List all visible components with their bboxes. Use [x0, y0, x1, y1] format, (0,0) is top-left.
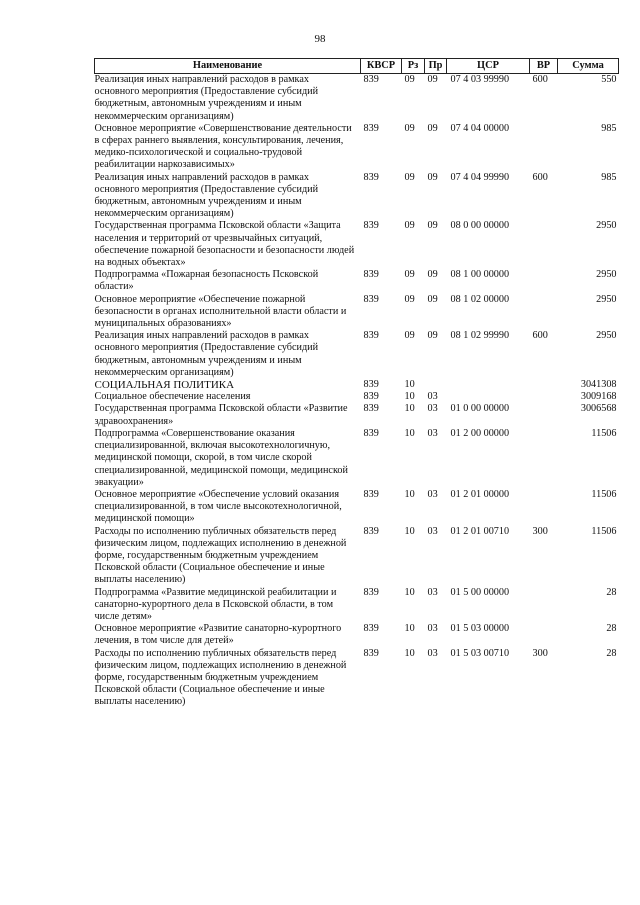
cell-pr: 09 — [427, 220, 438, 232]
cell-csr: 01 2 01 00000 — [450, 488, 510, 500]
cell-name: Социальное обеспечение населения — [94, 391, 251, 403]
table-row — [95, 379, 619, 391]
cell-kvsr: 839 — [363, 293, 379, 305]
cell-name: Основное мероприятие «Совершенствование деятельности в сферах раннего выявления, консультирования, лечения, медико-психологической и социально-трудовой реабилитации наркозависимых» — [94, 122, 352, 171]
cell-kvsr: 839 — [363, 171, 379, 183]
cell-sum: 2950 — [596, 330, 617, 342]
cell-kvsr: 839 — [363, 623, 379, 635]
cell-csr: 01 2 00 00000 — [450, 427, 510, 439]
cell-rz: 09 — [404, 220, 415, 232]
table-row — [95, 294, 619, 331]
cell-sum: 28 — [606, 647, 617, 659]
budget-table — [94, 58, 619, 709]
cell-kvsr: 839 — [363, 379, 379, 391]
cell-csr: 07 4 04 00000 — [450, 122, 510, 134]
cell-sum: 2950 — [596, 269, 617, 281]
cell-kvsr: 839 — [363, 330, 379, 342]
cell-sum: 3006568 — [580, 403, 617, 415]
cell-vr — [530, 220, 558, 269]
cell-kvsr: 839 — [363, 403, 379, 415]
header-vr: ВР — [530, 59, 558, 74]
cell-sum: 2950 — [596, 293, 617, 305]
cell-kvsr: 839 — [363, 220, 379, 232]
cell-vr: 600 — [532, 330, 548, 342]
cell-csr: 08 0 00 00000 — [450, 220, 510, 232]
table-row — [95, 623, 619, 647]
cell-pr: 03 — [427, 391, 438, 403]
cell-rz: 10 — [404, 391, 415, 403]
cell-csr: 01 5 03 00710 — [450, 647, 510, 659]
cell-name: Государственная программа Псковской области «Развитие здравоохранения» — [94, 403, 348, 427]
cell-csr: 01 2 01 00710 — [450, 525, 510, 537]
table-row — [95, 330, 619, 379]
cell-vr: 300 — [532, 525, 548, 537]
cell-pr: 03 — [427, 525, 438, 537]
cell-csr — [447, 391, 530, 403]
cell-rz: 10 — [404, 488, 415, 500]
cell-pr: 03 — [427, 647, 438, 659]
cell-pr: 09 — [427, 74, 438, 85]
cell-sum: 2950 — [596, 220, 617, 232]
cell-csr: 01 0 00 00000 — [450, 403, 510, 415]
header-rz: Рз — [402, 59, 425, 74]
cell-kvsr: 839 — [363, 391, 379, 403]
cell-vr — [530, 403, 558, 427]
cell-csr: 08 1 02 00000 — [450, 293, 510, 305]
cell-pr — [425, 379, 447, 391]
table-row — [95, 489, 619, 526]
cell-rz: 10 — [404, 403, 415, 415]
cell-rz: 10 — [404, 647, 415, 659]
cell-rz: 09 — [404, 330, 415, 342]
cell-sum: 28 — [606, 586, 617, 598]
table-row — [95, 428, 619, 489]
cell-pr: 09 — [427, 293, 438, 305]
cell-rz: 10 — [404, 379, 415, 391]
cell-vr — [530, 391, 558, 403]
table-row — [95, 74, 619, 123]
cell-rz: 09 — [404, 269, 415, 281]
cell-rz: 09 — [404, 74, 415, 85]
cell-vr — [530, 123, 558, 172]
cell-pr: 03 — [427, 623, 438, 635]
cell-kvsr: 839 — [363, 488, 379, 500]
cell-kvsr: 839 — [363, 427, 379, 439]
table-row — [95, 587, 619, 624]
cell-sum: 550 — [601, 74, 617, 85]
table-row — [95, 391, 619, 403]
table-row — [95, 123, 619, 172]
header-kvsr: КВСР — [361, 59, 402, 74]
cell-name: Основное мероприятие «Обеспечение условий оказания специализированной, в том числе высокотехнологичной, медицинской помощи» — [94, 488, 342, 525]
header-sum: Сумма — [558, 59, 619, 74]
table-row — [95, 403, 619, 427]
cell-rz: 09 — [404, 171, 415, 183]
cell-sum: 985 — [601, 122, 617, 134]
cell-rz: 10 — [404, 427, 415, 439]
cell-name: Государственная программа Псковской области «Защита населения и территорий от чрезвычайных ситуаций, обеспечение пожарной безопасности и безопасности людей на водных объектах» — [94, 220, 355, 269]
cell-rz: 10 — [404, 586, 415, 598]
cell-name: Подпрограмма «Развитие медицинской реабилитации и санаторно-курортного дела в Псковской области, в том числе детям» — [94, 586, 337, 622]
cell-pr: 03 — [427, 427, 438, 439]
cell-csr: 01 5 00 00000 — [450, 586, 510, 598]
table-row — [95, 172, 619, 221]
cell-rz: 10 — [404, 623, 415, 635]
cell-rz: 10 — [404, 525, 415, 537]
header-pr: Пр — [425, 59, 447, 74]
cell-name: Расходы по исполнению публичных обязательств перед физическим лицом, подлежащих исполнению в денежной форме, государственным бюджетным учреждением Псковской области (Социальное обеспечение и иные выплаты населению) — [94, 647, 347, 708]
cell-kvsr: 839 — [363, 525, 379, 537]
cell-name: Расходы по исполнению публичных обязательств перед физическим лицом, подлежащих исполнению в денежной форме, государственным бюджетным учреждением Псковской области (Социальное обеспечение и иные выплаты населению) — [94, 525, 347, 586]
header-csr: ЦСР — [447, 59, 530, 74]
cell-pr: 09 — [427, 269, 438, 281]
table-row — [95, 526, 619, 587]
page-number: 98 — [314, 33, 326, 45]
cell-vr: 600 — [532, 171, 548, 183]
cell-name: СОЦИАЛЬНАЯ ПОЛИТИКА — [94, 379, 235, 392]
table-row — [95, 648, 619, 709]
cell-sum: 985 — [601, 171, 617, 183]
cell-kvsr: 839 — [363, 122, 379, 134]
cell-sum: 28 — [606, 623, 617, 635]
cell-vr — [530, 269, 558, 293]
cell-name: Реализация иных направлений расходов в рамках основного мероприятия (Предоставление субсидий бюджетным, автономным учреждениям и иным некоммерческим организациям) — [94, 171, 319, 220]
cell-pr: 03 — [427, 586, 438, 598]
cell-csr: 07 4 03 99990 — [450, 74, 510, 85]
cell-vr: 300 — [532, 647, 548, 659]
cell-kvsr: 839 — [363, 269, 379, 281]
cell-name: Основное мероприятие «Развитие санаторно-курортного лечения, в том числе для детей» — [94, 623, 342, 647]
cell-name: Подпрограмма «Совершенствование оказания специализированной, включая высокотехнологичную, медицинской помощи, скорой, в том числе скорой специализированной, медицинской помощи, медицинской эвакуации» — [94, 427, 348, 488]
cell-name: Реализация иных направлений расходов в рамках основного мероприятия (Предоставление субсидий бюджетным, автономным учреждениям и иным некоммерческим организациям) — [94, 74, 319, 122]
cell-name: Реализация иных направлений расходов в рамках основного мероприятия (Предоставление субсидий бюджетным, автономным учреждениям и иным некоммерческим организациям) — [94, 330, 319, 378]
cell-sum: 3041308 — [580, 379, 617, 391]
cell-vr — [530, 623, 558, 647]
cell-name: Основное мероприятие «Обеспечение пожарной безопасности в органах исполнительной власти области и муниципальных образованиях» — [94, 293, 347, 330]
table-body — [95, 74, 619, 709]
cell-sum: 11506 — [591, 488, 617, 500]
cell-vr: 600 — [532, 74, 548, 85]
cell-sum: 11506 — [591, 427, 617, 439]
cell-sum: 3009168 — [580, 391, 617, 403]
cell-pr: 09 — [427, 330, 438, 342]
cell-vr — [530, 587, 558, 624]
cell-name: Подпрограмма «Пожарная безопасность Псковской области» — [94, 269, 319, 293]
cell-vr — [530, 379, 558, 391]
cell-vr — [530, 489, 558, 526]
cell-rz: 09 — [404, 293, 415, 305]
table-row — [95, 220, 619, 269]
cell-sum: 11506 — [591, 525, 617, 537]
cell-csr — [447, 379, 530, 391]
table-row — [95, 269, 619, 293]
table-header-row — [95, 59, 619, 74]
cell-csr: 08 1 02 99990 — [450, 330, 510, 342]
cell-vr — [530, 428, 558, 489]
cell-csr: 08 1 00 00000 — [450, 269, 510, 281]
cell-rz: 09 — [404, 122, 415, 134]
cell-kvsr: 839 — [363, 74, 379, 85]
cell-pr: 03 — [427, 403, 438, 415]
cell-kvsr: 839 — [363, 586, 379, 598]
cell-pr: 09 — [427, 171, 438, 183]
cell-csr: 07 4 04 99990 — [450, 171, 510, 183]
cell-kvsr: 839 — [363, 647, 379, 659]
cell-pr: 09 — [427, 122, 438, 134]
cell-vr — [530, 294, 558, 331]
header-name: Наименование — [95, 59, 361, 74]
cell-csr: 01 5 03 00000 — [450, 623, 510, 635]
cell-pr: 03 — [427, 488, 438, 500]
